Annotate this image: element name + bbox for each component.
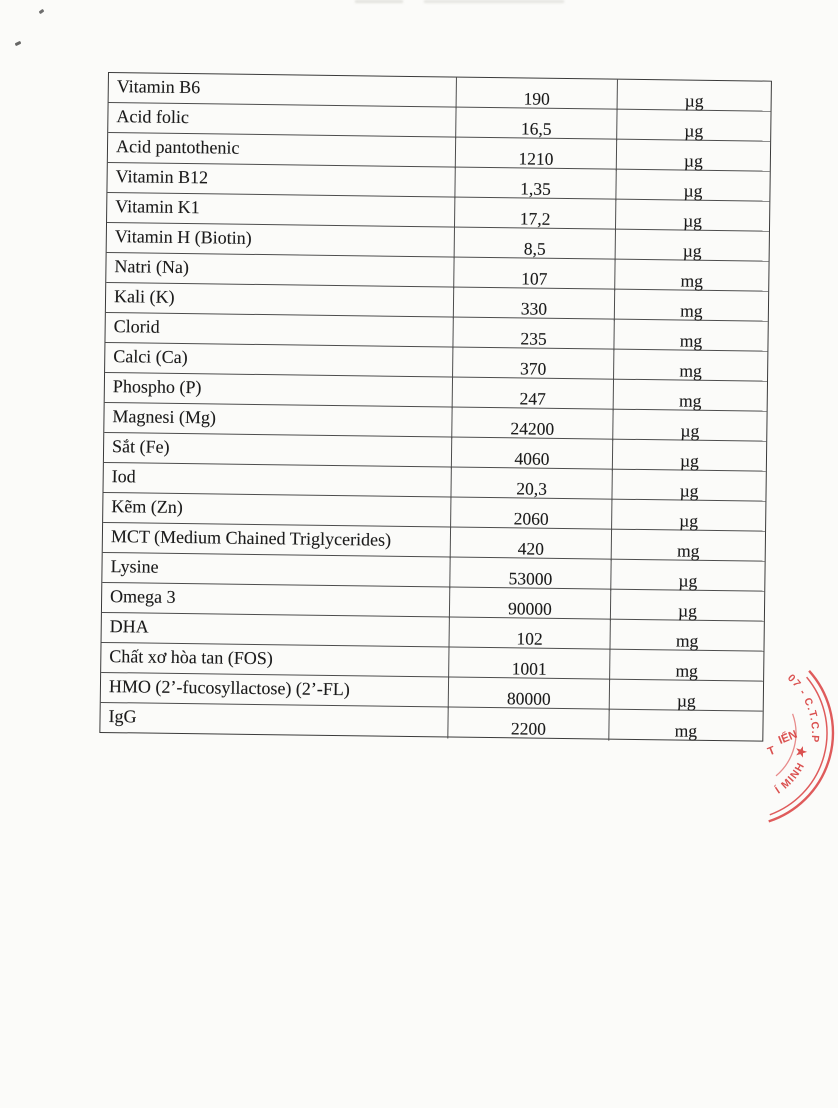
nutrient-value-cell: 4060	[452, 438, 613, 471]
nutrient-unit-cell: µg	[683, 180, 703, 201]
nutrient-unit-cell: mg	[675, 630, 699, 651]
nutrient-value-cell: 107	[454, 258, 615, 291]
nutrient-name-cell: Magnesi (Mg)	[104, 403, 452, 439]
nutrient-name-cell: IgG	[100, 703, 448, 739]
nutrient-value-cell: 330	[454, 288, 615, 321]
nutrient-name-cell: Vitamin B6	[109, 73, 457, 109]
nutrient-name-cell: Sắt (Fe)	[104, 433, 452, 469]
nutrient-name-cell: Clorid	[105, 313, 453, 349]
nutrient-value-cell: 90000	[450, 588, 611, 621]
nutrient-unit-cell: mg	[680, 270, 704, 291]
stamp-center-text-fragment: IỂN	[776, 728, 800, 747]
nutrient-unit-cell: µg	[679, 510, 699, 531]
nutrient-unit-cell: µg	[679, 450, 700, 471]
nutrient-unit-cell: µg	[680, 420, 700, 441]
nutrient-unit-cell: mg	[674, 720, 698, 741]
nutrient-value-cell: 16,5	[456, 108, 617, 141]
nutrient-name-cell: Chất xơ hòa tan (FOS)	[101, 643, 449, 679]
nutrient-unit-cell: µg	[677, 600, 698, 621]
nutrient-name-cell: Acid pantothenic	[108, 133, 456, 169]
red-seal-stamp	[640, 580, 838, 860]
nutrient-value-cell: 1001	[449, 648, 610, 681]
nutrient-unit-cell: mg	[676, 540, 700, 561]
nutrient-value-cell: 80000	[449, 678, 610, 711]
nutrient-unit-cell: µg	[684, 120, 704, 141]
nutrient-unit-cell: mg	[675, 660, 699, 681]
scan-speck	[39, 9, 45, 14]
nutrient-unit-cell: µg	[679, 480, 699, 501]
nutrient-name-cell: Kali (K)	[106, 283, 454, 319]
stamp-center-text-fragment: T	[766, 744, 778, 759]
nutrient-unit-cell: µg	[682, 240, 702, 261]
nutrient-unit-cell: µg	[683, 210, 703, 231]
nutrient-unit-cell: mg	[680, 300, 703, 321]
nutrient-name-cell: HMO (2’-fucosyllactose) (2’-FL)	[101, 673, 449, 709]
nutrient-unit-cell: µg	[676, 690, 696, 711]
svg-text:Í MINH	[773, 760, 808, 796]
nutrient-name-cell: Kẽm (Zn)	[103, 493, 451, 529]
nutrient-value-cell: 20,3	[451, 468, 612, 501]
nutrient-unit-cell: mg	[679, 330, 703, 351]
nutrient-value-cell: 8,5	[455, 228, 616, 261]
nutrient-name-cell: Lysine	[102, 553, 450, 589]
scan-speck	[15, 41, 22, 46]
nutrient-name-cell: Vitamin B12	[107, 163, 455, 199]
scan-smudge	[355, 0, 403, 3]
nutrient-value-cell: 370	[453, 348, 614, 381]
nutrient-name-cell: Iod	[103, 463, 451, 499]
nutrient-value-cell: 420	[451, 528, 612, 561]
nutrient-name-cell: Calci (Ca)	[105, 343, 453, 379]
nutrient-name-cell: Vitamin K1	[107, 193, 455, 229]
nutrient-value-cell: 1,35	[455, 168, 616, 201]
nutrient-name-cell: Vitamin H (Biotin)	[107, 223, 455, 259]
nutrient-value-cell: 24200	[452, 408, 613, 441]
nutrient-unit-cell: mg	[679, 360, 702, 381]
stamp-ring-text-top: 07 - C.T.C.P	[785, 671, 822, 744]
nutrient-name-cell: Omega 3	[102, 583, 450, 619]
nutrient-name-cell: Acid folic	[108, 103, 456, 139]
nutrient-value-cell: 102	[449, 618, 610, 651]
nutrient-value-cell: 17,2	[455, 198, 616, 231]
stamp-ring-text-bottom: Í MINH	[773, 760, 808, 797]
nutrient-name-cell: MCT (Medium Chained Triglycerides)	[103, 523, 451, 559]
nutrient-value-cell: 235	[453, 318, 614, 351]
nutrient-unit-cell: µg	[678, 570, 698, 591]
nutrient-value-cell: 190	[457, 78, 618, 111]
nutrient-unit-cell: mg	[678, 390, 702, 411]
stamp-star-icon: ★	[793, 742, 810, 761]
nutrient-name-cell: DHA	[102, 613, 450, 649]
scan-smudge	[424, 0, 564, 3]
nutrient-value-cell: 2060	[451, 498, 612, 531]
nutrient-name-cell: Phospho (P)	[105, 373, 453, 409]
nutrient-unit-cell: µg	[684, 90, 704, 111]
nutrient-value-cell: 247	[453, 378, 614, 411]
nutrient-value-cell: 2200	[448, 708, 609, 741]
nutrient-unit-cell: µg	[683, 150, 703, 171]
nutrient-value-cell: 1210	[456, 138, 617, 171]
nutrient-name-cell: Natri (Na)	[106, 253, 454, 289]
nutrient-value-cell: 53000	[450, 558, 611, 591]
